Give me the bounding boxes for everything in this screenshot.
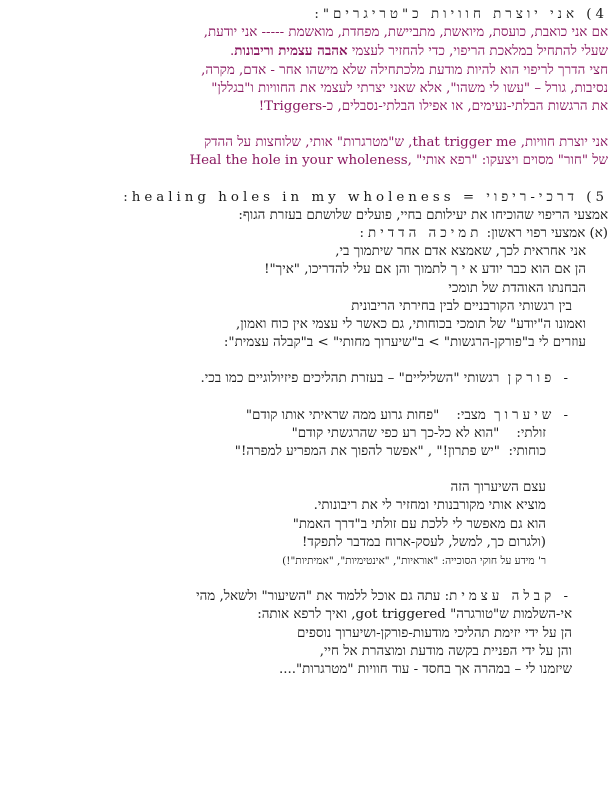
self-acceptance-text: : עתה גם אוכל ללמוד את "השיעור" ולשאל, מהי bbox=[196, 589, 450, 605]
self-acceptance-line-5: שיזמנו לי – במהרה אך בחסד - עוד חוויות "מטרגרות".... bbox=[278, 662, 572, 678]
section-4-heading: 4) אני יוצרת חוויות כ"טריגרים": bbox=[314, 7, 608, 22]
item-a-heading bbox=[8, 225, 608, 243]
reevaluation-item bbox=[8, 407, 608, 425]
self-acceptance-line-4: והן על ידי הפניית בקשה מודעת ומוצהרת אל חיי, bbox=[319, 643, 572, 659]
reevaluation-label: - שיערוך bbox=[485, 407, 572, 423]
spacer bbox=[8, 461, 608, 479]
section-4-line-2 bbox=[8, 42, 608, 61]
section-4 bbox=[8, 6, 608, 171]
line-2-pre: שעלי להתחיל במלאכת הריפוי, כדי להחזיר לעצמי bbox=[347, 44, 608, 60]
reevaluation-line-1: עצם השיערוך הזה bbox=[450, 480, 546, 496]
item-a-line-5: ואמונו ה"יודע" של תומכי בכוחותי, גם כאשר לי עצמי אין כוח ואמון, bbox=[235, 317, 586, 333]
reevaluation-sub-1-text: "פחות גרוע ממה שראיתי אותו קודם" bbox=[245, 407, 440, 423]
section-5 bbox=[8, 189, 608, 680]
item-a-line-6: עוזרים לי ב"פורקן-הרגשות" > ב"שיערוך מחותי" > ב"קבלה עצמית": bbox=[223, 335, 586, 351]
self-acceptance-line-3: הן על ידי יזימת תהליכי מודעות-פורקן-ושיערוך נוספים bbox=[297, 625, 572, 641]
self-acceptance-label: - קבלה עצמית bbox=[449, 589, 572, 605]
reevaluation-sub-2 bbox=[8, 425, 608, 443]
section-4-line-4: נסיבות, גורל – "עשו לי משהו", אלא שאני יצרתי לעצמי את החוויות ו"בגללן" bbox=[211, 80, 608, 96]
section-4-line-3: חצי הדרך לריפוי הוא להיות מודעת מלכתחילה שלא מישהו אחר - אדם, מקרה, bbox=[201, 62, 608, 78]
self-love-phrase: אהבה עצמית וריבונות bbox=[234, 43, 348, 60]
item-a-line-2: הן אם הוא כבר יודע א י ך לתמוך והן אם עלי להדריכו, "איך"! bbox=[264, 262, 586, 278]
section-4-line-6: אני יוצרת חוויות, that trigger me, ש"מטרגרות" אותי, שלוחצות על ההדק bbox=[203, 135, 608, 151]
self-acceptance-line-2: אי-השלמות ש"טורגרה" got triggered, ואיך לרפא אותה: bbox=[257, 607, 572, 623]
release-label: - פורקן bbox=[499, 371, 572, 387]
release-item bbox=[8, 370, 608, 388]
spacer bbox=[8, 352, 608, 370]
item-a-line-3: הבחנתו האוהדת של תומכי bbox=[448, 280, 586, 296]
reevaluation-sub-3-label: כוחותי: bbox=[508, 444, 546, 460]
reevaluation-line-3: הוא גם מאפשר לי ללכת עם זולתי ב"דרך האמת" bbox=[292, 516, 546, 532]
spacer bbox=[8, 171, 608, 189]
section-5-intro: אמצעי הריפוי שהוכיחו את יעילותם בחיי, פועלים שלושתם בעזרת הגוף: bbox=[238, 207, 608, 223]
reevaluation-sub-3-text: "יש פתרון!" , "אפשר להפוך את המפריע למפרה!" bbox=[234, 444, 500, 460]
spacer bbox=[8, 389, 608, 407]
item-a-label: (א) אמצעי רפוי ראשון: bbox=[482, 226, 608, 242]
item-a-line-4: בין רגשותי הקורבניים לבין בחירתי הריבונית bbox=[351, 298, 572, 314]
reevaluation-sub-3 bbox=[8, 443, 608, 461]
spacer bbox=[8, 570, 608, 588]
release-text: רגשותי "השליליים" – בעזרת תהליכים פיזיולוגיים כמו בכי. bbox=[200, 371, 500, 387]
item-a-line-1: אני אחראית לכך, שאמצא אדם אחר שיתמוך בי, bbox=[335, 244, 586, 260]
section-5-heading: 5) דרכי-ריפוי = healing holes in my wholeness: bbox=[123, 189, 608, 205]
spacer bbox=[8, 116, 608, 134]
item-a-title: תמיכה הדדית: bbox=[359, 226, 483, 242]
reevaluation-line-2: מוציא אותי מקורבנותי ומחזיר לי את ריבונותי. bbox=[313, 498, 546, 514]
section-4-line-1: אם אני כואבת, כועסת, מיואשת, מתביישת, מפחדת, מואשמת ----- אני יודעת, bbox=[203, 25, 608, 41]
reevaluation-note: ר' מידע על חוקי הסוכייה: "אוראיות", "אינטימיות", "אמיתיות"!) bbox=[282, 555, 546, 568]
self-acceptance-item bbox=[8, 588, 608, 606]
section-4-line-5: את הרגשות הבלתי-נעימים, או אפילו הבלתי-נסבלים, כ-Triggers! bbox=[258, 99, 608, 115]
reevaluation-sub-2-text: "הוא לא כל-כך רע כפי שהרגשתי קודם" bbox=[291, 425, 500, 441]
reevaluation-line-4: (ולגרום כך, למשל, לעסק-ארוח במדבר לתפקד! bbox=[302, 534, 546, 550]
section-4-line-7: של "חור" מסוים ויצעקו: "רפא אותי" ,Heal the hole in your wholeness bbox=[189, 153, 608, 169]
line-2-post: . bbox=[230, 44, 235, 60]
reevaluation-sub-1-label: מצבי: bbox=[456, 407, 486, 423]
reevaluation-sub-2-label: זולתי: bbox=[516, 425, 546, 441]
